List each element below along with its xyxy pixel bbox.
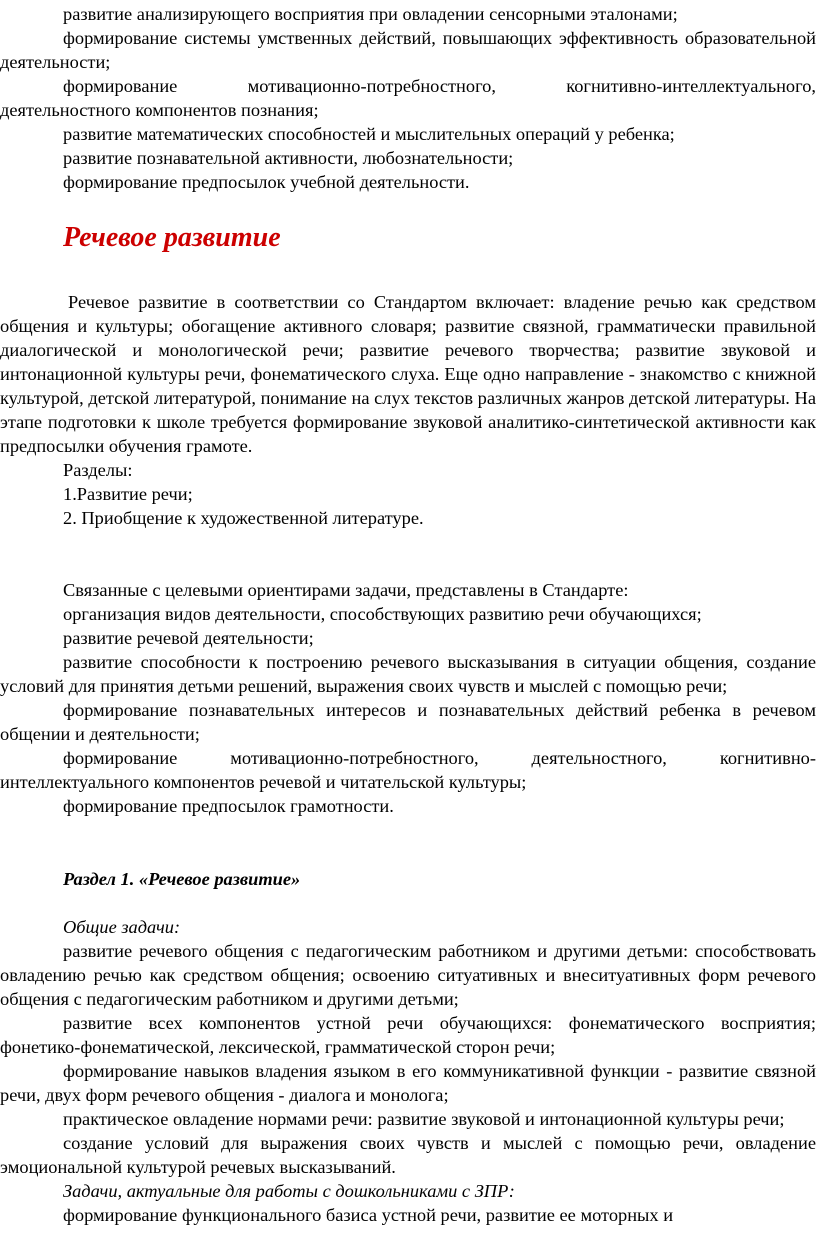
- zpr-task-item: формирование функционального базиса устной речи, развитие ее моторных и: [63, 1205, 674, 1225]
- list-item: развитие анализирующего восприятия при овладении сенсорными эталонами;: [63, 4, 678, 24]
- speech-development-heading: Речевое развитие: [63, 222, 281, 253]
- general-task-item: формирование навыков владения языком в его коммуникативной функции - развитие связной речи, двух форм речевого общения - диалога и монолога;: [0, 1061, 816, 1105]
- list-item: развитие познавательной активности, любознательности;: [63, 148, 514, 168]
- general-task-item: практическое овладение нормами речи: развитие звуковой и интонационной культуры речи;: [63, 1109, 785, 1129]
- task-item: организация видов деятельности, способствующих развитию речи обучающихся;: [63, 604, 702, 624]
- zpr-tasks-label: Задачи, актуальные для работы с дошкольниками с ЗПР:: [63, 1181, 515, 1201]
- task-item: формирование мотивационно-потребностного, деятельностного, когнитивно-интеллектуального компонентов речевой и читательской культуры;: [0, 748, 816, 792]
- list-item: развитие математических способностей и мыслительных операций у ребенка;: [63, 124, 675, 144]
- general-task-item: развитие речевого общения с педагогическим работником и другими детьми: способствовать овладению речью как средством общения; освоению ситуативных и внеситуативных форм речевого общения с педагогическим работником и другими детьми;: [0, 941, 816, 1009]
- top-list: [0, 2, 816, 194]
- tasks-intro: Связанные с целевыми ориентирами задачи, представлены в Стандарте:: [63, 580, 629, 600]
- general-task-item: развитие всех компонентов устной речи обучающихся: фонематического восприятия; фонетико-фонематической, лексической, грамматической сторон речи;: [0, 1013, 816, 1057]
- intro-block: [0, 290, 816, 530]
- section-item: 2. Приобщение к художественной литературе.: [63, 508, 424, 528]
- general-tasks-label: Общие задачи:: [63, 917, 181, 937]
- general-task-item: создание условий для выражения своих чувств и мыслей с помощью речи, овладение эмоциональной культурой речевых высказываний.: [0, 1133, 816, 1177]
- sections-label: Разделы:: [63, 460, 133, 480]
- task-item: развитие способности к построению речевого высказывания в ситуации общения, создание условий для принятия детьми решений, выражения своих чувств и мыслей с помощью речи;: [0, 652, 816, 696]
- section-item: 1.Развитие речи;: [63, 484, 193, 504]
- task-item: формирование предпосылок грамотности.: [63, 796, 394, 816]
- section1-title: Раздел 1. «Речевое развитие»: [63, 869, 301, 889]
- list-item: формирование системы умственных действий, повышающих эффективность образовательной деятельности;: [0, 28, 816, 72]
- list-item: формирование предпосылок учебной деятельности.: [63, 172, 470, 192]
- list-item: формирование мотивационно-потребностного, когнитивно-интеллектуального, деятельностного компонентов познания;: [0, 76, 816, 120]
- task-item: развитие речевой деятельности;: [63, 628, 314, 648]
- intro-paragraph: Речевое развитие в соответствии со Стандартом включает: владение речью как средством общения и культуры; обогащение активного словаря; развитие связной, грамматически правильной диалогической и монологической речи; развитие речевого творчества; развитие звуковой и интонационной культуры речи, фонематического слуха. Еще одно направление - знакомство с книжной культурой, детской литературой, понимание на слух текстов различных жанров детской литературы. На этапе подготовки к школе требуется формирование звуковой аналитико-синтетической активности как предпосылки обучения грамоте.: [0, 292, 816, 456]
- task-item: формирование познавательных интересов и познавательных действий ребенка в речевом общении и деятельности;: [0, 700, 816, 744]
- section1-block: [0, 867, 816, 891]
- tasks-block: [0, 578, 816, 818]
- general-tasks-block: [0, 915, 816, 1227]
